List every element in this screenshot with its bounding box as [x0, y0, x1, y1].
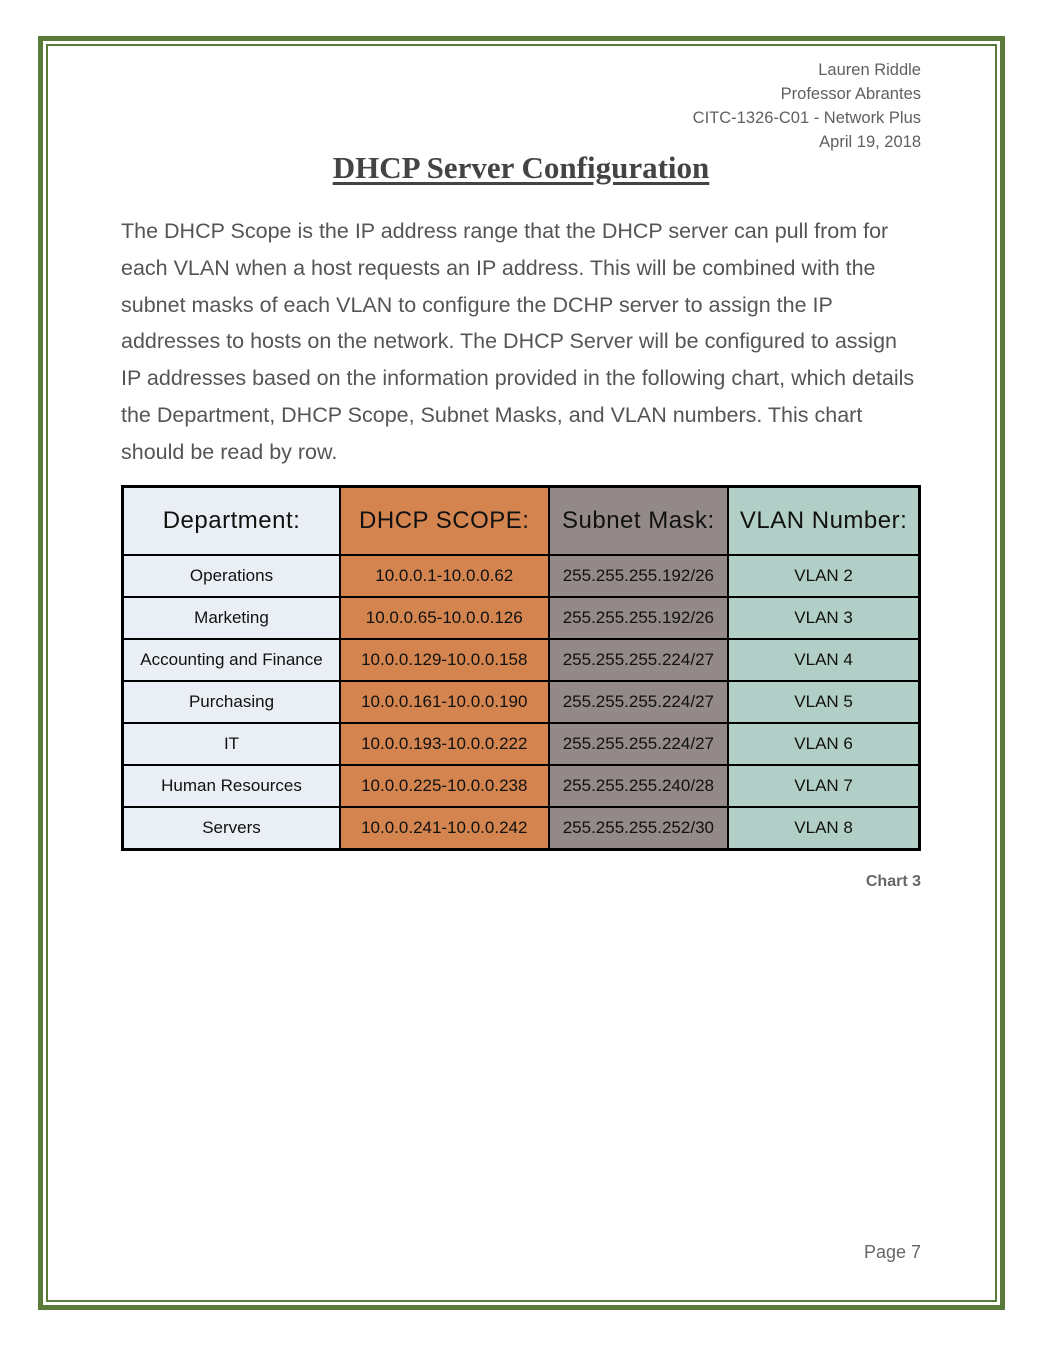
professor-name: Professor Abrantes — [780, 85, 921, 103]
cell-vlan-number: VLAN 5 — [728, 681, 919, 723]
page-number: Page 7 — [863, 1242, 921, 1262]
cell-department: Servers — [123, 807, 341, 850]
cell-department: Purchasing — [123, 681, 341, 723]
cell-subnet-mask: 255.255.255.192/26 — [549, 555, 729, 597]
cell-dhcp-scope: 10.0.0.1-10.0.0.62 — [340, 555, 549, 597]
table-row — [123, 765, 920, 807]
cell-subnet-mask: 255.255.255.240/28 — [549, 765, 729, 807]
table-row — [123, 723, 920, 765]
cell-vlan-number: VLAN 4 — [728, 639, 919, 681]
cell-vlan-number: VLAN 7 — [728, 765, 919, 807]
cell-vlan-number: VLAN 6 — [728, 723, 919, 765]
cell-dhcp-scope: 10.0.0.65-10.0.0.126 — [340, 597, 549, 639]
dhcp-table — [121, 485, 921, 851]
cell-vlan-number: VLAN 8 — [728, 807, 919, 850]
cell-vlan-number: VLAN 2 — [728, 555, 919, 597]
table-row — [123, 639, 920, 681]
course-code: CITC-1326-C01 - Network Plus — [692, 109, 921, 127]
cell-subnet-mask: 255.255.255.224/27 — [549, 681, 729, 723]
cell-department: IT — [123, 723, 341, 765]
cell-dhcp-scope: 10.0.0.193-10.0.0.222 — [340, 723, 549, 765]
document-header — [693, 58, 921, 154]
header-dhcp-scope: DHCP SCOPE: — [340, 487, 549, 556]
chart-caption: Chart 3 — [865, 873, 921, 890]
header-subnet-mask: Subnet Mask: — [549, 487, 729, 556]
cell-dhcp-scope: 10.0.0.129-10.0.0.158 — [340, 639, 549, 681]
cell-dhcp-scope: 10.0.0.161-10.0.0.190 — [340, 681, 549, 723]
table-row — [123, 597, 920, 639]
page-title: DHCP Server Configuration — [332, 150, 710, 185]
cell-department: Marketing — [123, 597, 341, 639]
table-row — [123, 555, 920, 597]
body-paragraph: The DHCP Scope is the IP address range that the DHCP server can pull from for each VLAN when a host requests an IP address. This will be combined with the subnet masks of each VLAN to configure the DCHP server to assign the IP addresses to hosts on the network. The DHCP Server will be configured to assign IP addresses based on the information provided in the following chart, which details the Department, DHCP Scope, Subnet Masks, and VLAN numbers. This chart should be read by row. — [121, 219, 915, 464]
cell-subnet-mask: 255.255.255.192/26 — [549, 597, 729, 639]
cell-subnet-mask: 255.255.255.224/27 — [549, 723, 729, 765]
cell-department: Operations — [123, 555, 341, 597]
header-department: Department: — [123, 487, 341, 556]
cell-dhcp-scope: 10.0.0.225-10.0.0.238 — [340, 765, 549, 807]
document-date: April 19, 2018 — [819, 133, 921, 151]
table-row — [123, 807, 920, 850]
cell-department: Human Resources — [123, 765, 341, 807]
table-row — [123, 681, 920, 723]
cell-subnet-mask: 255.255.255.252/30 — [549, 807, 729, 850]
header-vlan-number: VLAN Number: — [728, 487, 919, 556]
author-name: Lauren Riddle — [818, 61, 921, 79]
cell-subnet-mask: 255.255.255.224/27 — [549, 639, 729, 681]
cell-vlan-number: VLAN 3 — [728, 597, 919, 639]
table-header-row — [123, 487, 920, 556]
cell-dhcp-scope: 10.0.0.241-10.0.0.242 — [340, 807, 549, 850]
cell-department: Accounting and Finance — [123, 639, 341, 681]
